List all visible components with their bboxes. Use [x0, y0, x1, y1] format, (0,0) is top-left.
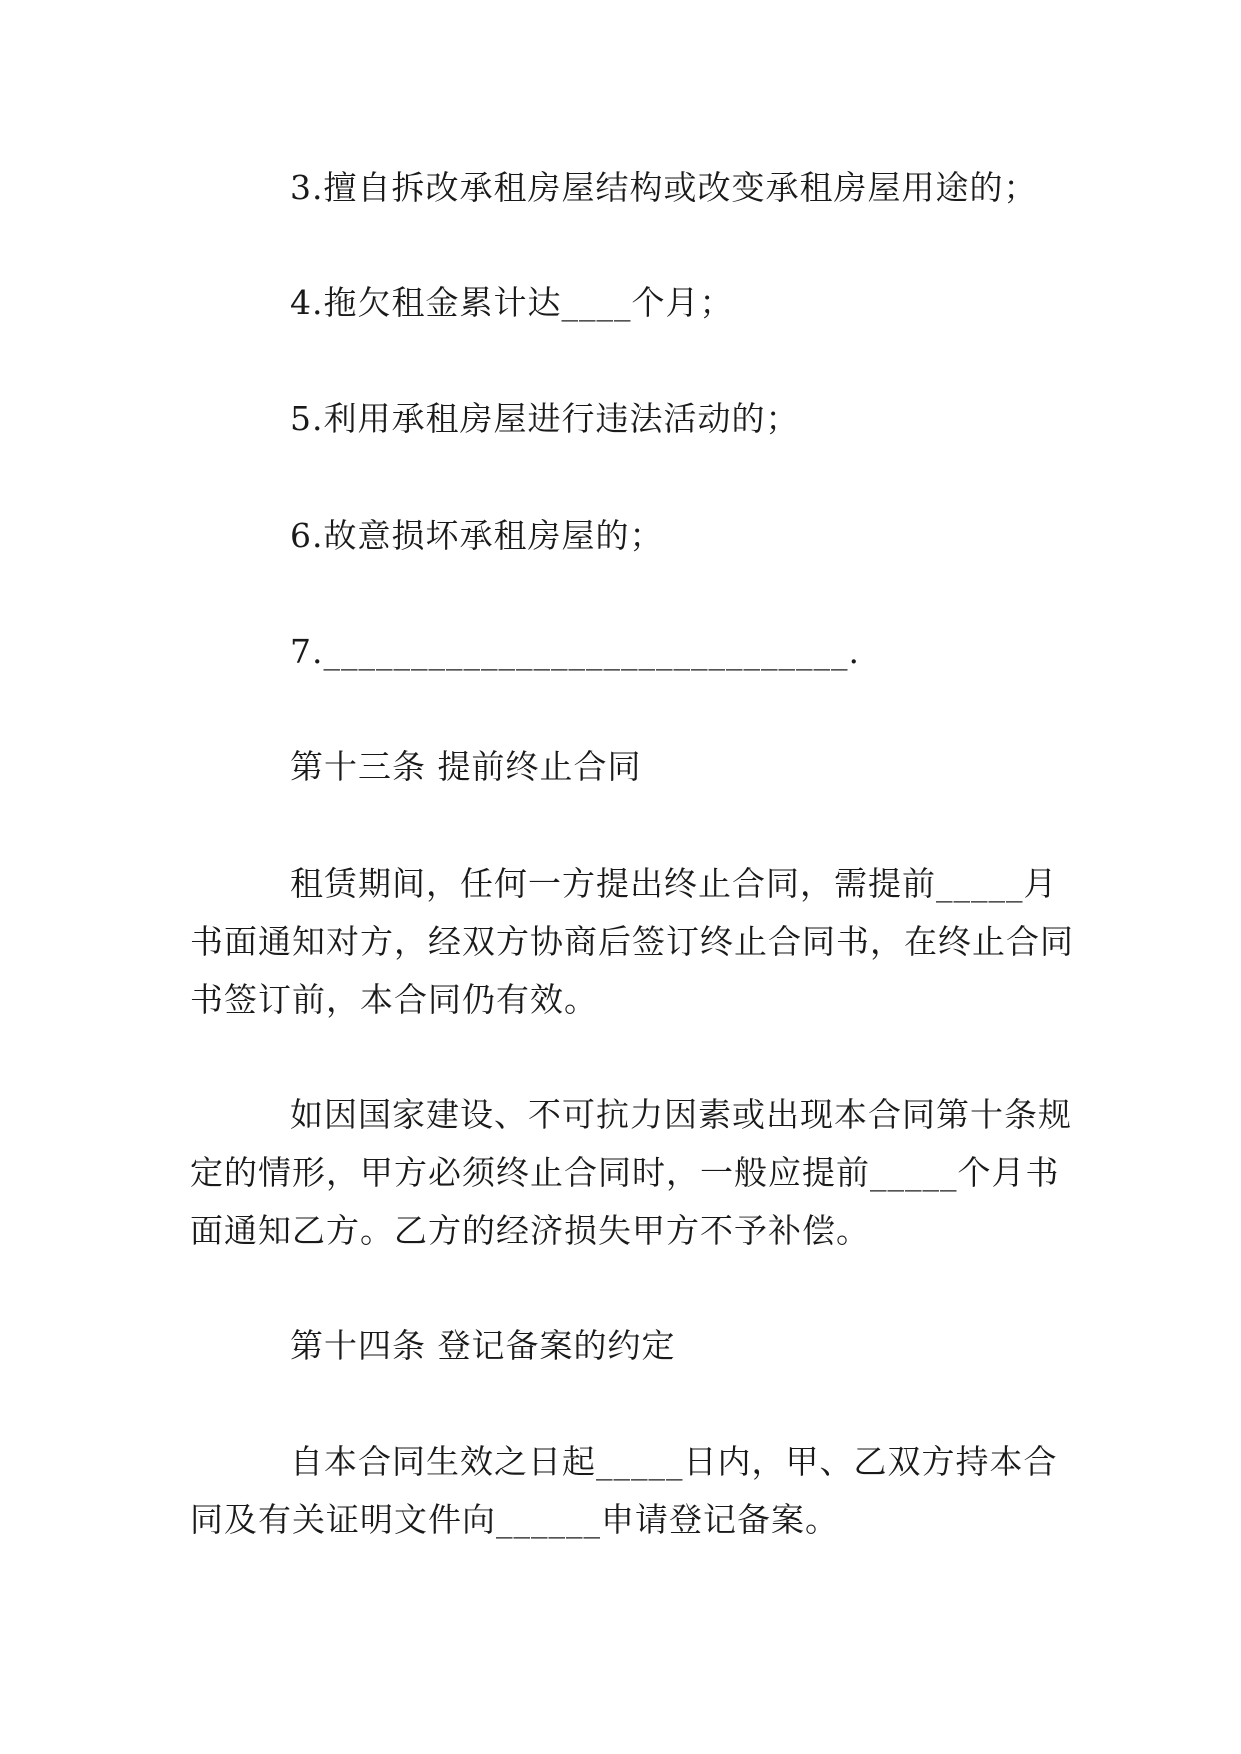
article-14-heading: 第十四条 登记备案的约定 [290, 1326, 676, 1365]
list-item-6: 6.故意损坏承租房屋的； [290, 516, 664, 555]
article-14-para1-line2: 同及有关证明文件向______申请登记备案。 [190, 1500, 839, 1539]
list-item-4: 4.拖欠租金累计达____个月； [290, 283, 734, 322]
article-13-para2-line1: 如因国家建设、不可抗力因素或出现本合同第十条规 [290, 1095, 1072, 1134]
article-13-para2-line3: 面通知乙方。乙方的经济损失甲方不予补偿。 [190, 1211, 870, 1250]
article-14-para1-line1: 自本合同生效之日起_____日内，甲、乙双方持本合 [290, 1442, 1058, 1481]
article-13-para1-line3: 书签订前，本合同仍有效。 [190, 980, 598, 1019]
list-item-7: 7.______________________________. [290, 632, 860, 671]
article-13-para1-line2: 书面通知对方，经双方协商后签订终止合同书，在终止合同 [190, 922, 1074, 961]
article-13-para2-line2: 定的情形，甲方必须终止合同时，一般应提前_____个月书 [190, 1153, 1060, 1192]
article-13-heading: 第十三条 提前终止合同 [290, 747, 642, 786]
list-item-3: 3.擅自拆改承租房屋结构或改变承租房屋用途的； [290, 168, 1038, 207]
article-13-para1-line1: 租赁期间，任何一方提出终止合同，需提前_____月 [290, 864, 1058, 903]
list-item-5: 5.利用承租房屋进行违法活动的； [290, 399, 800, 438]
